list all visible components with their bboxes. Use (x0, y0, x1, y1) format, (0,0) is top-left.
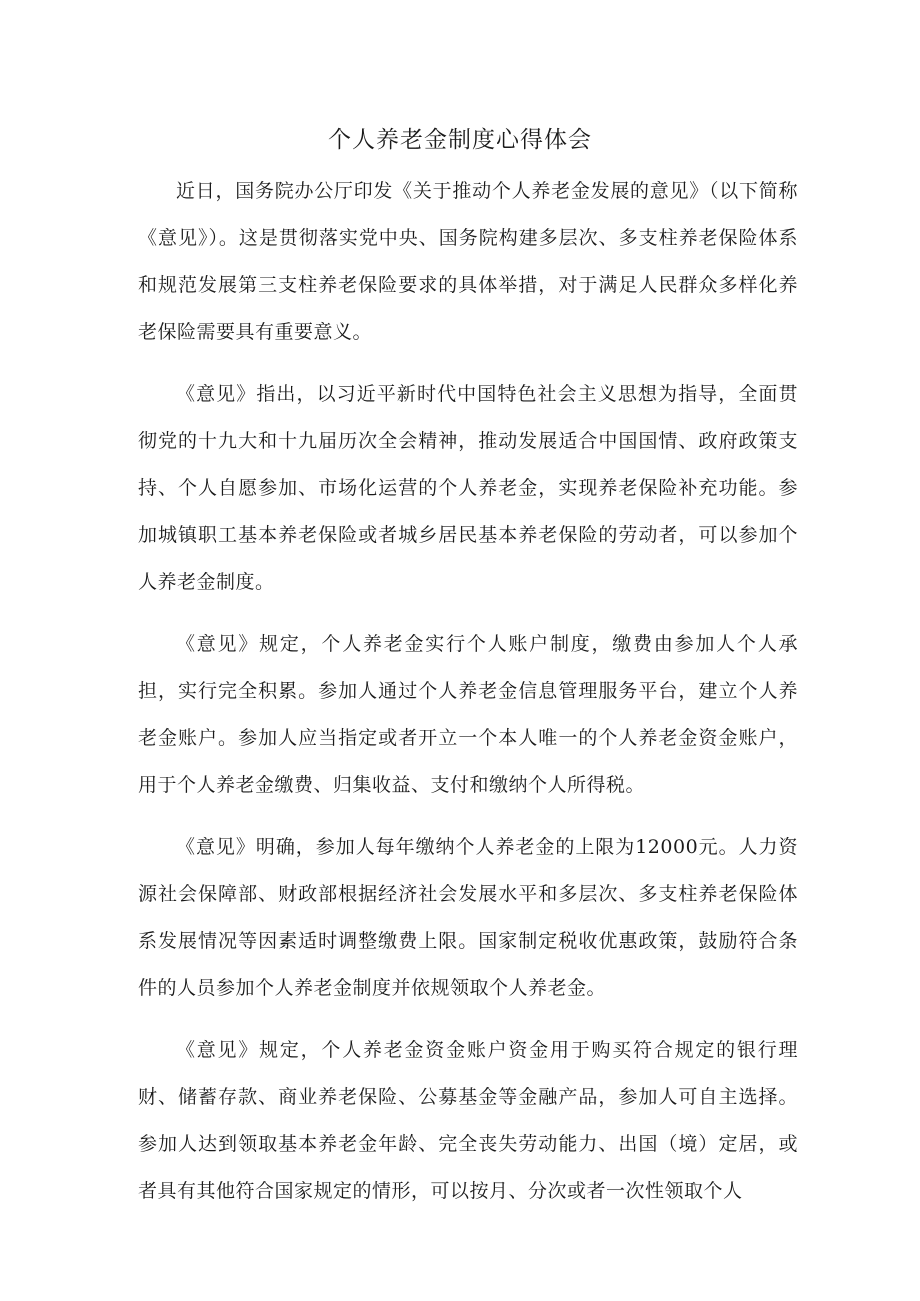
document-title: 个人养老金制度心得体会 (328, 127, 592, 153)
paragraph-3: 《意见》规定，个人养老金实行个人账户制度，缴费由参加人个人承担，实行完全积累。参加人通过个人养老金信息管理服务平台，建立个人养老金账户。参加人应当指定或者开立一个本人唯一的个人养老金资金账户，用于个人养老金缴费、归集收益、支付和缴纳个人所得税。 (138, 633, 798, 796)
paragraph-2: 《意见》指出，以习近平新时代中国特色社会主义思想为指导，全面贯彻党的十九大和十九届历次全会精神，推动发展适合中国国情、政府政策支持、个人自愿参加、市场化运营的个人养老金，实现养老保险补充功能。参加城镇职工基本养老保险或者城乡居民基本养老保险的劳动者，可以参加个人养老金制度。 (138, 383, 798, 593)
paragraph-4: 《意见》明确，参加人每年缴纳个人养老金的上限为12000元。人力资源社会保障部、财政部根据经济社会发展水平和多层次、多支柱养老保险体系发展情况等因素适时调整缴费上限。国家制定税收优惠政策，鼓励符合条件的人员参加个人养老金制度并依规领取个人养老金。 (138, 836, 798, 999)
document-body (138, 168, 798, 1230)
paragraph-5: 《意见》规定，个人养老金资金账户资金用于购买符合规定的银行理财、储蓄存款、商业养老保险、公募基金等金融产品，参加人可自主选择。参加人达到领取基本养老金年龄、完全丧失劳动能力、出国（境）定居，或者具有其他符合国家规定的情形，可以按月、分次或者一次性领取个人 (138, 1039, 798, 1202)
paragraph-1: 近日，国务院办公厅印发《关于推动个人养老金发展的意见》（以下简称《意见》）。这是贯彻落实党中央、国务院构建多层次、多支柱养老保险体系和规范发展第三支柱养老保险要求的具体举措，对于满足人民群众多样化养老保险需要具有重要意义。 (138, 180, 798, 343)
